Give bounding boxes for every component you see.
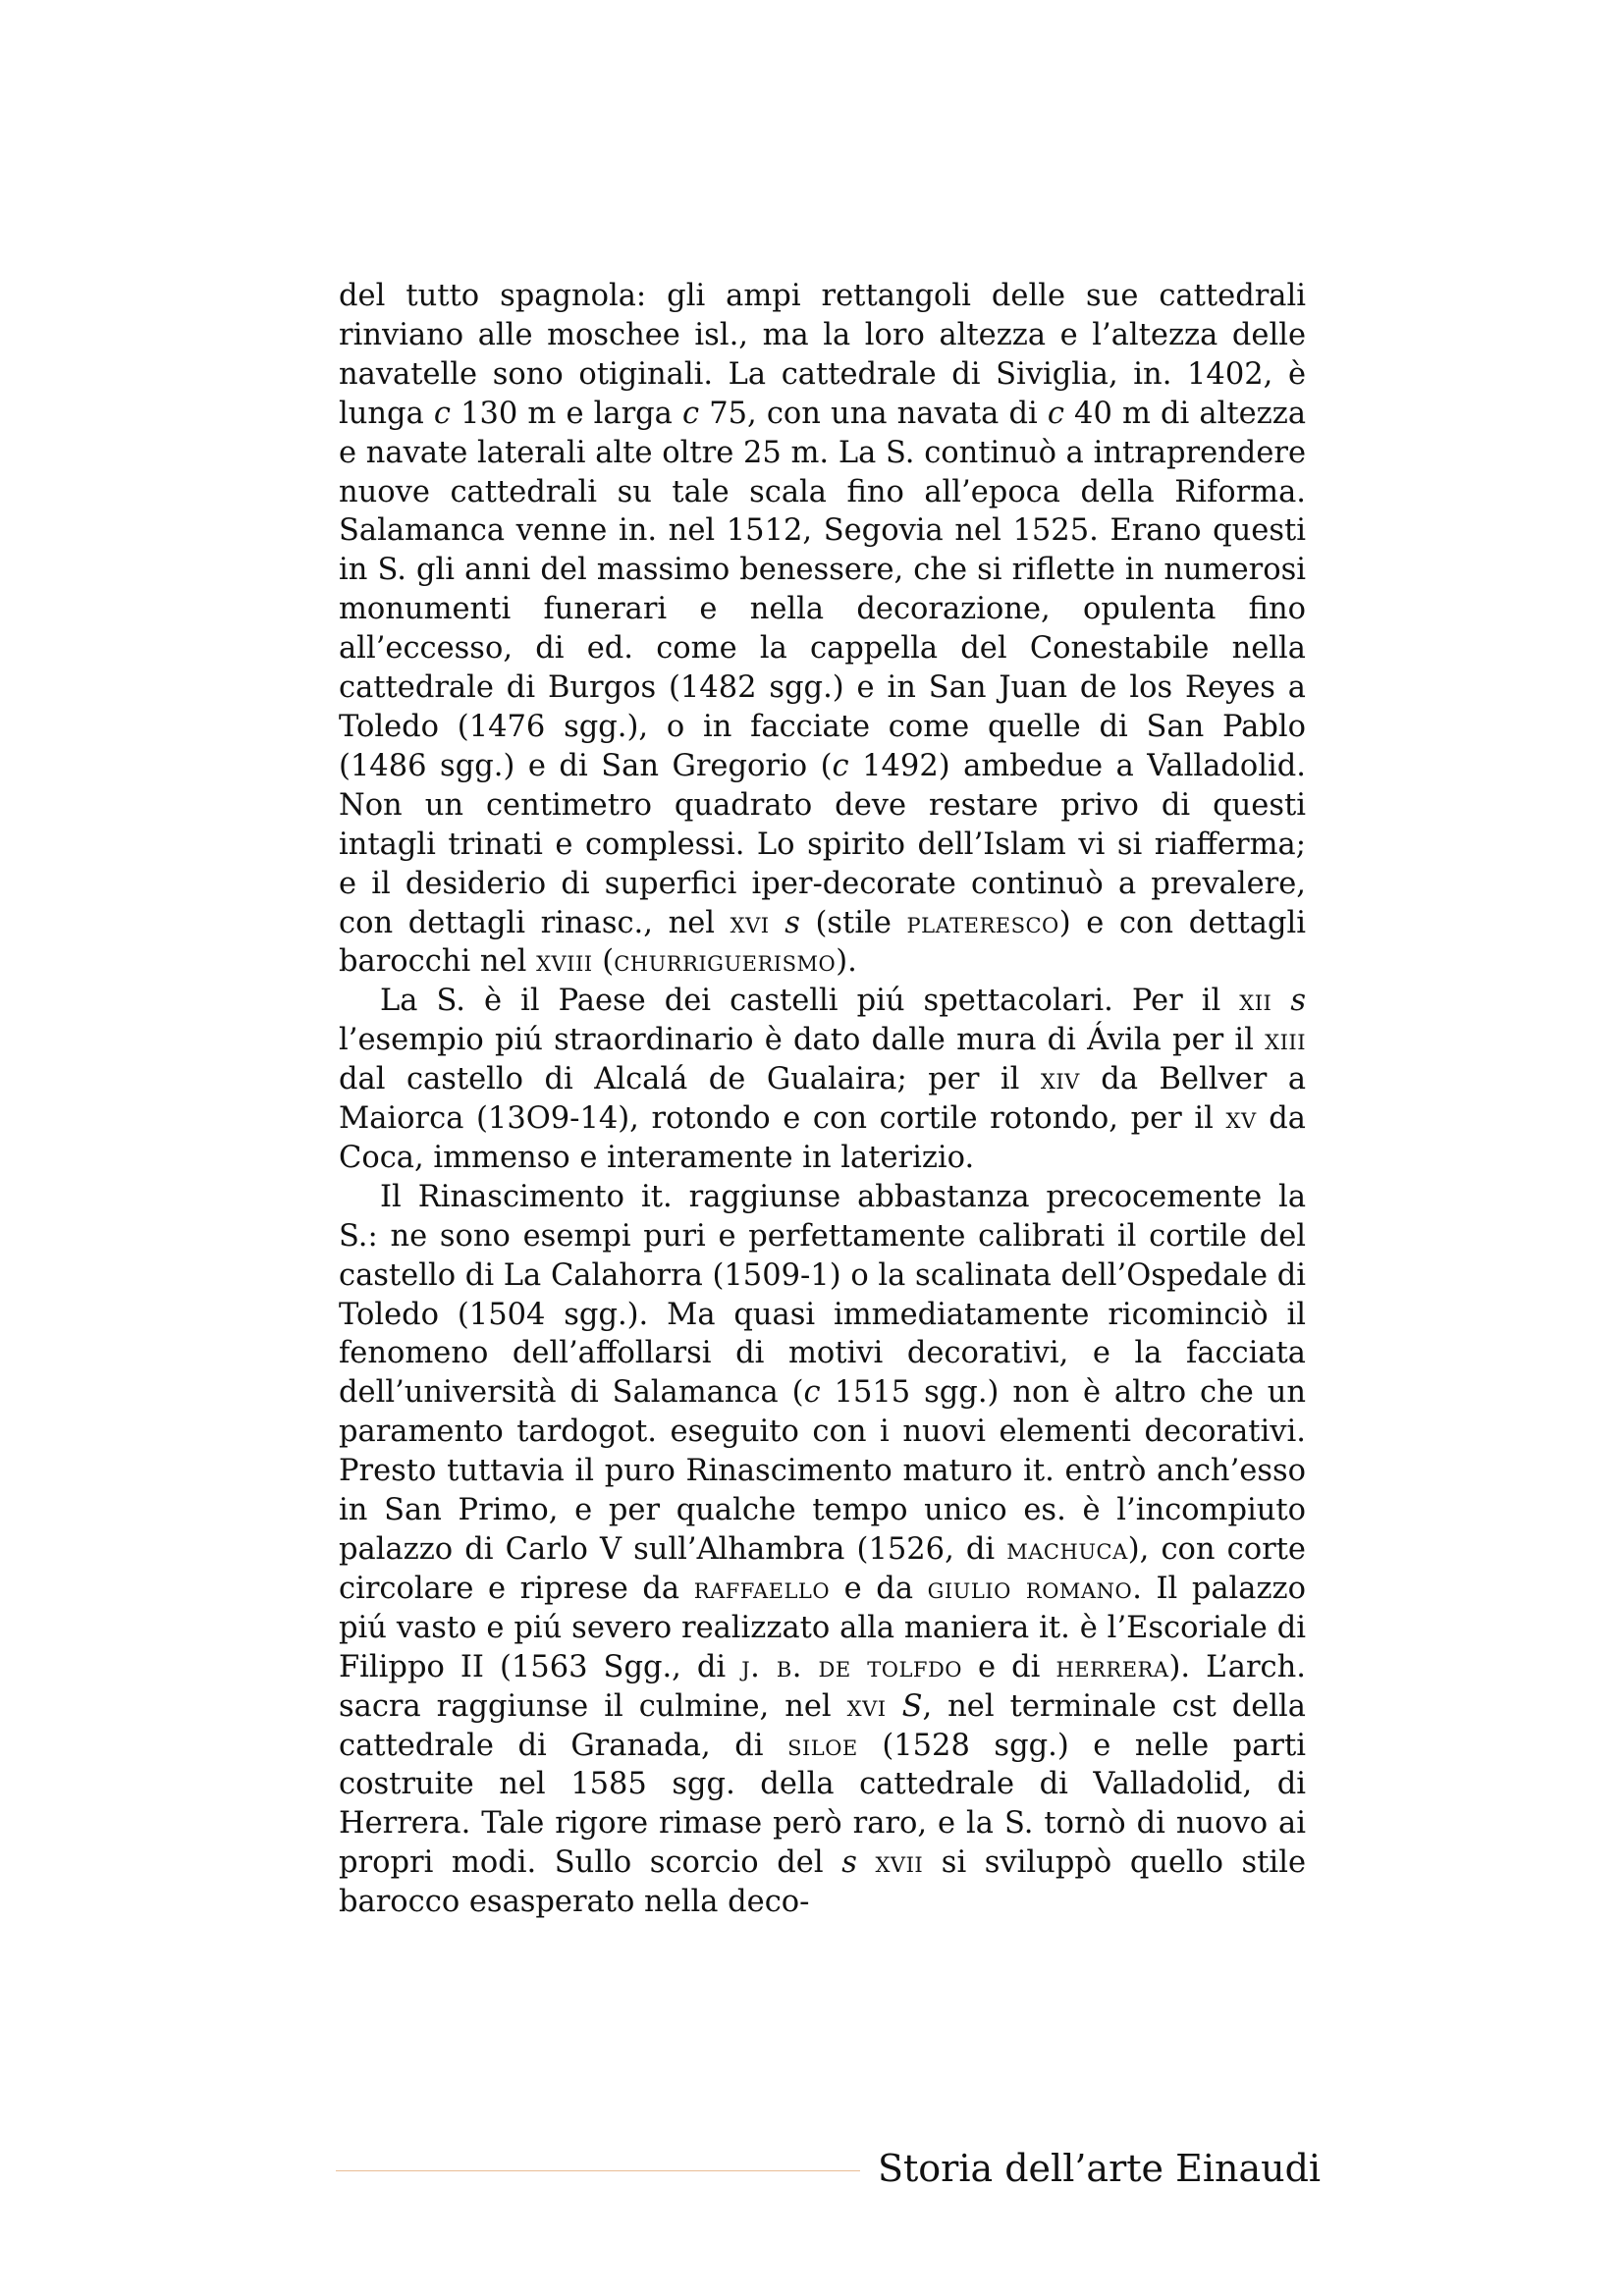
- paragraph: [339, 277, 1306, 982]
- text-run: dal castello di Alcalá de Gualaira; per il: [339, 1062, 1041, 1097]
- small-caps-text: plateresco: [906, 905, 1059, 940]
- small-caps-text: xiv: [1040, 1062, 1080, 1097]
- text-run: ) e con dettagli barocchi nel: [339, 905, 1306, 980]
- small-caps-text: xvi: [730, 905, 770, 940]
- italic-text: s: [1290, 984, 1306, 1019]
- text-run: 130 m e larga: [450, 396, 682, 431]
- text-run: si sviluppò quello stile barocco esasperato nella deco-: [339, 1845, 1306, 1920]
- text-run: [1271, 984, 1290, 1018]
- text-run: (: [592, 944, 615, 980]
- text-run: La S. è il Paese dei castelli piú spettacolari. Per il: [380, 984, 1240, 1019]
- small-caps-text: xvii: [875, 1845, 924, 1881]
- paragraph: [339, 1178, 1306, 1922]
- body-text: [339, 277, 1306, 1922]
- small-caps-text: siloe: [787, 1728, 858, 1763]
- small-caps-text: giulio romano: [927, 1571, 1133, 1606]
- italic-text: c: [1047, 396, 1064, 431]
- small-caps-text: raffaello: [693, 1571, 831, 1606]
- small-caps-text: xii: [1239, 984, 1272, 1019]
- italic-text: c: [433, 396, 451, 431]
- text-run: (stile: [799, 905, 907, 940]
- small-caps-text: xv: [1225, 1101, 1257, 1137]
- small-caps-text: xiii: [1265, 1023, 1306, 1058]
- italic-text: S: [901, 1688, 923, 1724]
- text-run: 1515 sgg.) non è altro che un paramento tardogot. eseguito con i nuovi elementi decorativi. Presto tuttavia il puro Rinascimento maturo it. entrò anch’esso in San Primo, e per qualche tempo unico es. è l’incompiuto palazzo di Carlo V sull’Alhambra (1526, di: [339, 1375, 1306, 1567]
- paragraph: [339, 982, 1306, 1178]
- footer-rule: [336, 2170, 860, 2171]
- text-run: [887, 1689, 902, 1724]
- italic-text: c: [832, 748, 849, 783]
- text-run: (1528 sgg.) e nelle parti costruite nel 1585 sgg. della cattedrale di Valladolid, di Herrera. Tale rigore rimase però raro, e la S. tornò di nuovo ai propri modi. Sullo scorcio del: [339, 1728, 1307, 1881]
- text-run: e da: [830, 1571, 928, 1606]
- text-run: da Coca, immenso e interamente in laterizio.: [339, 1101, 1306, 1175]
- text-run: Il Rinascimento it. raggiunse abbastanza precocemente la S.: ne sono esempi puri e perfettamente calibrati il cortile del castello di La Calahorra (1509-1) o la scalinata dell’Ospedale di Toledo (1504 sgg.). Ma quasi immediatamente ricominciò il fenomeno dell’affollarsi di motivi decorativi, e la facciata dell’università di Salamanca (: [339, 1179, 1306, 1411]
- text-run: del tutto spagnola: gli ampi rettangoli delle sue cattedrali rinviano alle moschee isl., ma la loro altezza e l’altezza delle navatelle sono otiginali. La cattedrale di Siviglia, in. 1402, è lunga: [339, 279, 1306, 431]
- small-caps-text: xviii: [536, 944, 593, 980]
- text-run: 75, con una navata di: [699, 396, 1048, 431]
- small-caps-text: churriguerismo: [614, 944, 837, 980]
- text-run: . Il palazzo piú vasto e piú severo realizzato alla maniera it. è l’Escoriale di Filippo II (1563 Sgg., di: [339, 1571, 1306, 1684]
- text-run: 40 m di altezza e navate laterali alte oltre 25 m. La S. continuò a intraprendere nuove cattedrali su tale scala fino all’epoca della Riforma. Salamanca venne in. nel 1512, Segovia nel 1525. Erano questi in S. gli anni del massimo benessere, che si riflette in numerosi monumenti funerari e nella decorazione, opulenta fino all’eccesso, di ed. come la cappella del Conestabile nella cattedrale di Burgos (1482 sgg.) e in San Juan de los Reyes a Toledo (1476 sgg.), o in facciate come quelle di San Pablo (1486 sgg.) e di San Gregorio (: [339, 396, 1306, 783]
- italic-text: c: [682, 396, 700, 431]
- text-run: [857, 1845, 876, 1880]
- small-caps-text: herrera: [1055, 1649, 1169, 1684]
- italic-text: s: [784, 905, 800, 940]
- text-run: e di: [962, 1649, 1056, 1684]
- text-run: l’esempio piú straordinario è dato dalle mura di Ávila per il: [339, 1023, 1266, 1058]
- small-caps-text: machuca: [1006, 1532, 1128, 1567]
- footer-title: Storia dell’arte Einaudi: [878, 2147, 1322, 2190]
- small-caps-text: j. b. de tolfdo: [741, 1649, 963, 1684]
- text-run: [770, 906, 785, 940]
- text-run: 1492) ambedue a Valladolid. Non un centimetro quadrato deve restare privo di questi intagli trinati e complessi. Lo spirito dell’Islam vi si riafferma; e il desiderio di superfici iper-decorate continuò a prevalere, con dettagli rinasc., nel: [339, 748, 1306, 940]
- text-run: ), con corte circolare e riprese da: [339, 1532, 1306, 1606]
- italic-text: s: [841, 1845, 857, 1881]
- text-run: da Bellver a Maiorca (13O9-14), rotondo e con cortile rotondo, per il: [339, 1062, 1307, 1137]
- text-run: , nel terminale cst della cattedrale di Granada, di: [339, 1688, 1306, 1763]
- italic-text: c: [803, 1375, 821, 1411]
- small-caps-text: xvi: [846, 1688, 887, 1724]
- text-run: ).: [836, 944, 857, 980]
- text-run: ). L’arch. sacra raggiunse il culmine, nel: [339, 1649, 1306, 1724]
